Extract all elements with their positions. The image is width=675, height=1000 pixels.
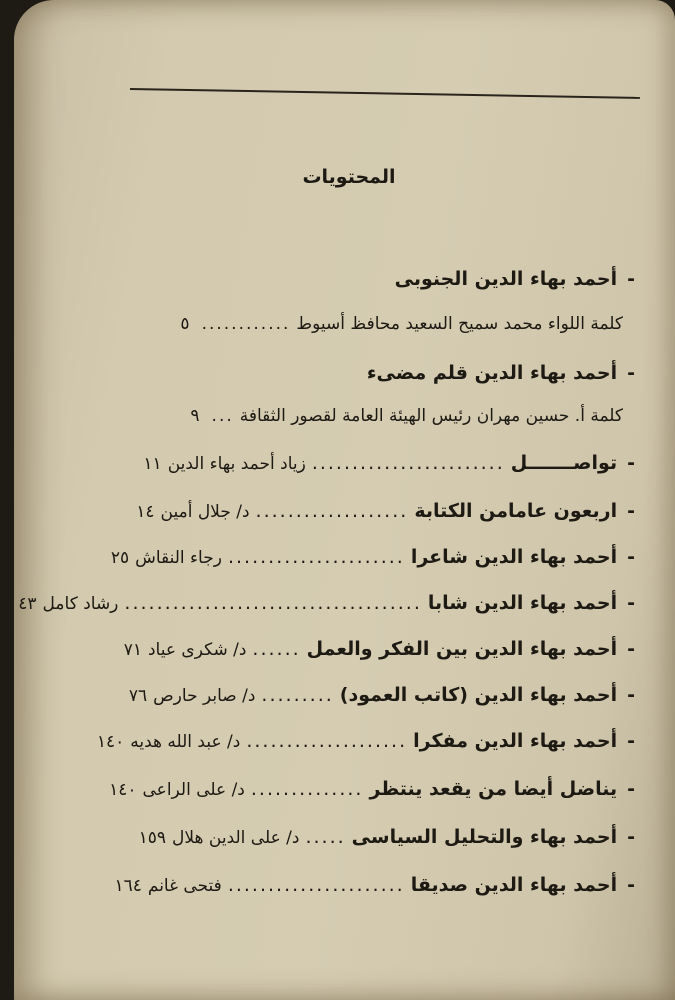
toc-entry — [129, 684, 635, 706]
table-of-contents — [14, 0, 675, 1000]
toc-entry — [143, 452, 635, 474]
toc-entry — [367, 362, 635, 384]
entry-title: أحمد بهاء الدين صديقا — [410, 874, 618, 896]
entry-dash: - — [627, 592, 635, 614]
entry-dash: - — [627, 362, 635, 384]
entry-dash: - — [627, 826, 635, 848]
entry-author: د/ عبد الله هديه — [130, 732, 241, 752]
entry-author: رجاء النقاش — [135, 548, 222, 568]
entry-title: أحمد بهاء الدين شاعرا — [410, 546, 618, 568]
entry-leader: .................... — [246, 730, 408, 752]
entry-author: د/ شكرى عياد — [147, 640, 247, 660]
entry-dash: - — [627, 268, 635, 290]
entry-page-number: ١١ — [143, 454, 162, 474]
entry-leader: ..................................... — [124, 592, 422, 614]
entry-page-number: ٧٦ — [128, 686, 148, 706]
entry-dash: - — [627, 684, 635, 706]
entry-page-number: ٩ — [190, 406, 200, 426]
entry-dash: - — [627, 546, 635, 568]
entry-title: أحمد بهاء الدين مفكرا — [413, 730, 618, 752]
entry-leader: ... — [211, 406, 234, 426]
entry-leader: ................... — [255, 500, 409, 522]
entry-dash: - — [627, 452, 635, 474]
entry-page-number: ٧١ — [123, 640, 142, 660]
entry-leader: ......... — [261, 684, 334, 706]
entry-author: د/ على الدين هلال — [172, 828, 300, 848]
entry-dash: - — [627, 730, 635, 752]
entry-dash: - — [627, 874, 635, 896]
entry-author: زياد أحمد بهاء الدين — [167, 454, 306, 474]
entry-title: أحمد بهاء الدين بين الفكر والعمل — [306, 638, 618, 660]
toc-entry — [180, 314, 623, 334]
entry-leader: ............ — [201, 314, 291, 334]
entry-leader: .............. — [250, 778, 364, 800]
toc-entry — [395, 268, 635, 290]
toc-entry — [97, 730, 635, 752]
entry-title: كلمة أ. حسين مهران رئيس الهيئة العامة لقصور الثقافة — [239, 406, 623, 426]
entry-page-number: ٤٣ — [18, 594, 37, 614]
toc-entry — [190, 406, 623, 426]
entry-page-number: ٥ — [180, 314, 190, 334]
entry-page-number: ١٤ — [136, 502, 155, 522]
toc-entry — [124, 638, 635, 660]
entry-author: فتحى غانم — [147, 876, 222, 896]
entry-title: يناضل أيضا من يقعد ينتظر — [369, 778, 618, 800]
entry-title: أحمد بهاء الدين شابا — [427, 592, 618, 614]
entry-dash: - — [627, 500, 635, 522]
book-page — [14, 0, 675, 1000]
toc-entry — [136, 500, 635, 522]
toc-entry — [18, 592, 635, 614]
toc-entry — [111, 546, 635, 568]
toc-entry — [114, 874, 635, 896]
entry-author: رشاد كامل — [42, 594, 119, 614]
entry-page-number: ١٤٠ — [109, 780, 137, 800]
entry-title: اربعون عامامن الكتابة — [414, 500, 618, 522]
entry-title: أحمد بهاء الدين قلم مضىء — [366, 362, 618, 384]
entry-leader: ...... — [252, 638, 301, 660]
entry-title: أحمد بهاء الدين الجنوبى — [394, 268, 618, 290]
entry-page-number: ١٥٩ — [138, 828, 167, 848]
entry-title: كلمة اللواء محمد سميح السعيد محافظ أسيوط — [296, 314, 623, 334]
entry-author: د/ جلال أمين — [160, 502, 250, 522]
entry-page-number: ١٦٤ — [114, 876, 142, 896]
entry-title: أحمد بهاء الدين (كاتب العمود) — [339, 684, 618, 706]
entry-page-number: ١٤٠ — [96, 732, 125, 752]
entry-title: أحمد بهاء والتحليل السياسى — [351, 826, 618, 848]
entry-leader: ........................ — [311, 452, 505, 474]
entry-dash: - — [627, 638, 635, 660]
entry-leader: ...................... — [227, 546, 405, 568]
entry-dash: - — [627, 778, 635, 800]
entry-author: د/ صابر حارص — [153, 686, 256, 706]
entry-author: د/ على الراعى — [142, 780, 245, 800]
toc-entry — [109, 778, 635, 800]
entry-title: تواصـــــــل — [510, 452, 618, 474]
entry-page-number: ٢٥ — [110, 548, 130, 568]
entry-leader: ..... — [305, 826, 346, 848]
page-heading: المحتويات — [302, 166, 396, 188]
toc-entry — [139, 826, 635, 848]
entry-leader: ...................... — [227, 874, 405, 896]
